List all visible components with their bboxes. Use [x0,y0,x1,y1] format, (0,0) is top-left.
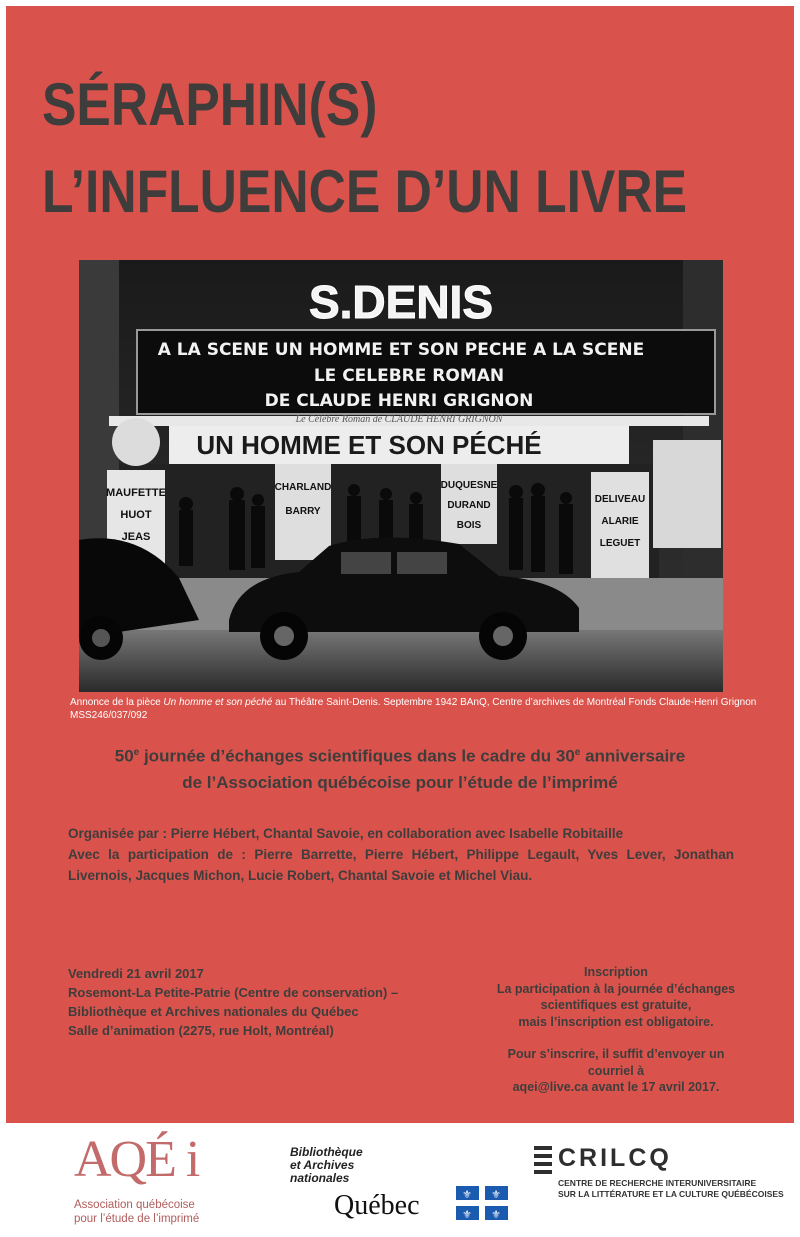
inscription-email-link[interactable]: aqei@live.ca [512,1080,589,1094]
inscription-line-1: La participation à la journée d’échanges [496,981,736,996]
organisation-block [68,823,734,886]
panel-right [595,494,646,549]
svg-text:DUQUESNE: DUQUESNE [440,480,498,491]
banq-name-line-3: nationales [290,1171,350,1185]
title-line-2: L’INFLUENCE D’UN LIVRE [42,158,688,225]
neon-sign: S.DENIS [308,276,494,328]
svg-text:CHARLAND: CHARLAND [274,482,332,493]
crilcq-sub-line-2: SUR LA LITTÉRATURE ET LA CULTURE QUÉBÉCOISES [558,1189,784,1199]
crilcq-sub-line-1: CENTRE DE RECHERCHE INTERUNIVERSITAIRE [558,1178,757,1188]
svg-text:DURAND: DURAND [447,500,491,511]
event-date: Vendredi 21 avril 2017 [68,966,204,981]
crilcq-logo [534,1144,794,1214]
banq-name-line-1: Bibliothèque [290,1145,363,1159]
svg-text:MAUFETTE: MAUFETTE [106,487,166,499]
marquee-line-3: DE CLAUDE HENRI GRIGNON [264,391,534,411]
svg-text:JEAS: JEAS [121,531,151,543]
poster-background [6,6,794,1123]
inscription-block [488,964,744,1096]
participants-line: Avec la participation de : Pierre Barrette, Pierre Hébert, Philippe Legault, Yves Lever, Jonathan Livernois, Jacques Michon, Lucie Robert, Chantal Savoie et Michel Viau. [68,847,734,883]
svg-text:HUOT: HUOT [120,509,152,521]
subtitle-line-2: de l’Association québécoise pour l’étude de l’imprimé [182,772,618,792]
crilcq-bars-icon [534,1146,554,1174]
event-place-2: Bibliothèque et Archives nationales du Québec [68,1004,359,1019]
aqei-logo [74,1130,244,1230]
event-place-1: Rosemont-La Petite-Patrie (Centre de conservation) – [68,985,399,1000]
caption-play-title: Un homme et son péché [163,697,273,708]
aqei-name [74,1198,199,1226]
crilcq-subtitle [558,1178,784,1200]
svg-text:⚜: ⚜ [491,1208,501,1220]
caption-reference: MSS246/037/092 [70,710,148,721]
subtitle-sup-1: e [133,747,140,758]
banq-name-line-2: et Archives [290,1158,355,1172]
event-subtitle [46,740,754,796]
svg-text:⚜: ⚜ [462,1208,472,1220]
aqei-name-line-1: Association québécoise [74,1199,195,1211]
banner-text: UN HOMME ET SON PÉCHÉ [196,430,542,460]
theatre-photo [79,260,723,692]
svg-text:BARRY: BARRY [285,506,321,517]
inscription-line-2: scientifiques est gratuite, [540,998,692,1012]
banner-small-text: Le Célèbre Roman de CLAUDE HENRI GRIGNON [295,414,503,425]
caption-text-1: Annonce de la pièce [70,697,164,708]
svg-text:⚜: ⚜ [491,1188,501,1201]
inscription-heading: Inscription [584,965,648,979]
event-details [68,964,418,1040]
banq-quebec-wordmark: Québec [334,1190,420,1221]
marquee-line-1: A LA SCENE UN HOMME ET SON PECHE A LA SCENE [157,340,645,360]
svg-text:⚜: ⚜ [462,1188,472,1201]
subtitle-text-2: anniversaire [580,746,686,766]
svg-text:ALARIE: ALARIE [601,516,639,527]
svg-text:DELIVEAU: DELIVEAU [594,494,646,505]
aqei-mark: AQÉ i [74,1131,199,1188]
subtitle-sup-2: e [574,747,581,758]
photo-caption [70,696,770,722]
banq-name [290,1146,520,1185]
title-line-1: SÉRAPHIN(S) [42,71,378,138]
aqei-name-line-2: pour l’étude de l’imprimé [74,1213,200,1225]
marquee-line-2: LE CELEBRE ROMAN [313,366,505,386]
event-room: Salle d’animation (2275, rue Holt, Montréal) [68,1023,334,1038]
quebec-flag-icon [456,1186,508,1220]
organisers-line: Organisée par : Pierre Hébert, Chantal Savoie, en collaboration avec Isabelle Robitaille [68,826,624,841]
caption-text-2: au Théâtre Saint-Denis. Septembre 1942 BAnQ, Centre d’archives de Montréal Fonds Claude-Henri Grignon [272,697,757,708]
subtitle-text-1: journée d’échanges scientifiques dans le cadre du 30 [139,746,575,766]
banq-logo [290,1146,520,1226]
crilcq-name: CRILCQ [558,1144,672,1172]
svg-text:BOIS: BOIS [456,520,482,531]
inscription-deadline: avant le 17 avril 2017. [588,1080,720,1094]
subtitle-number: 50 [114,746,134,766]
inscription-line-4: Pour s’inscrire, il suffit d’envoyer un courriel à [507,1047,725,1078]
inscription-line-3: mais l’inscription est obligatoire. [518,1014,714,1029]
svg-text:LEGUET: LEGUET [599,538,641,549]
